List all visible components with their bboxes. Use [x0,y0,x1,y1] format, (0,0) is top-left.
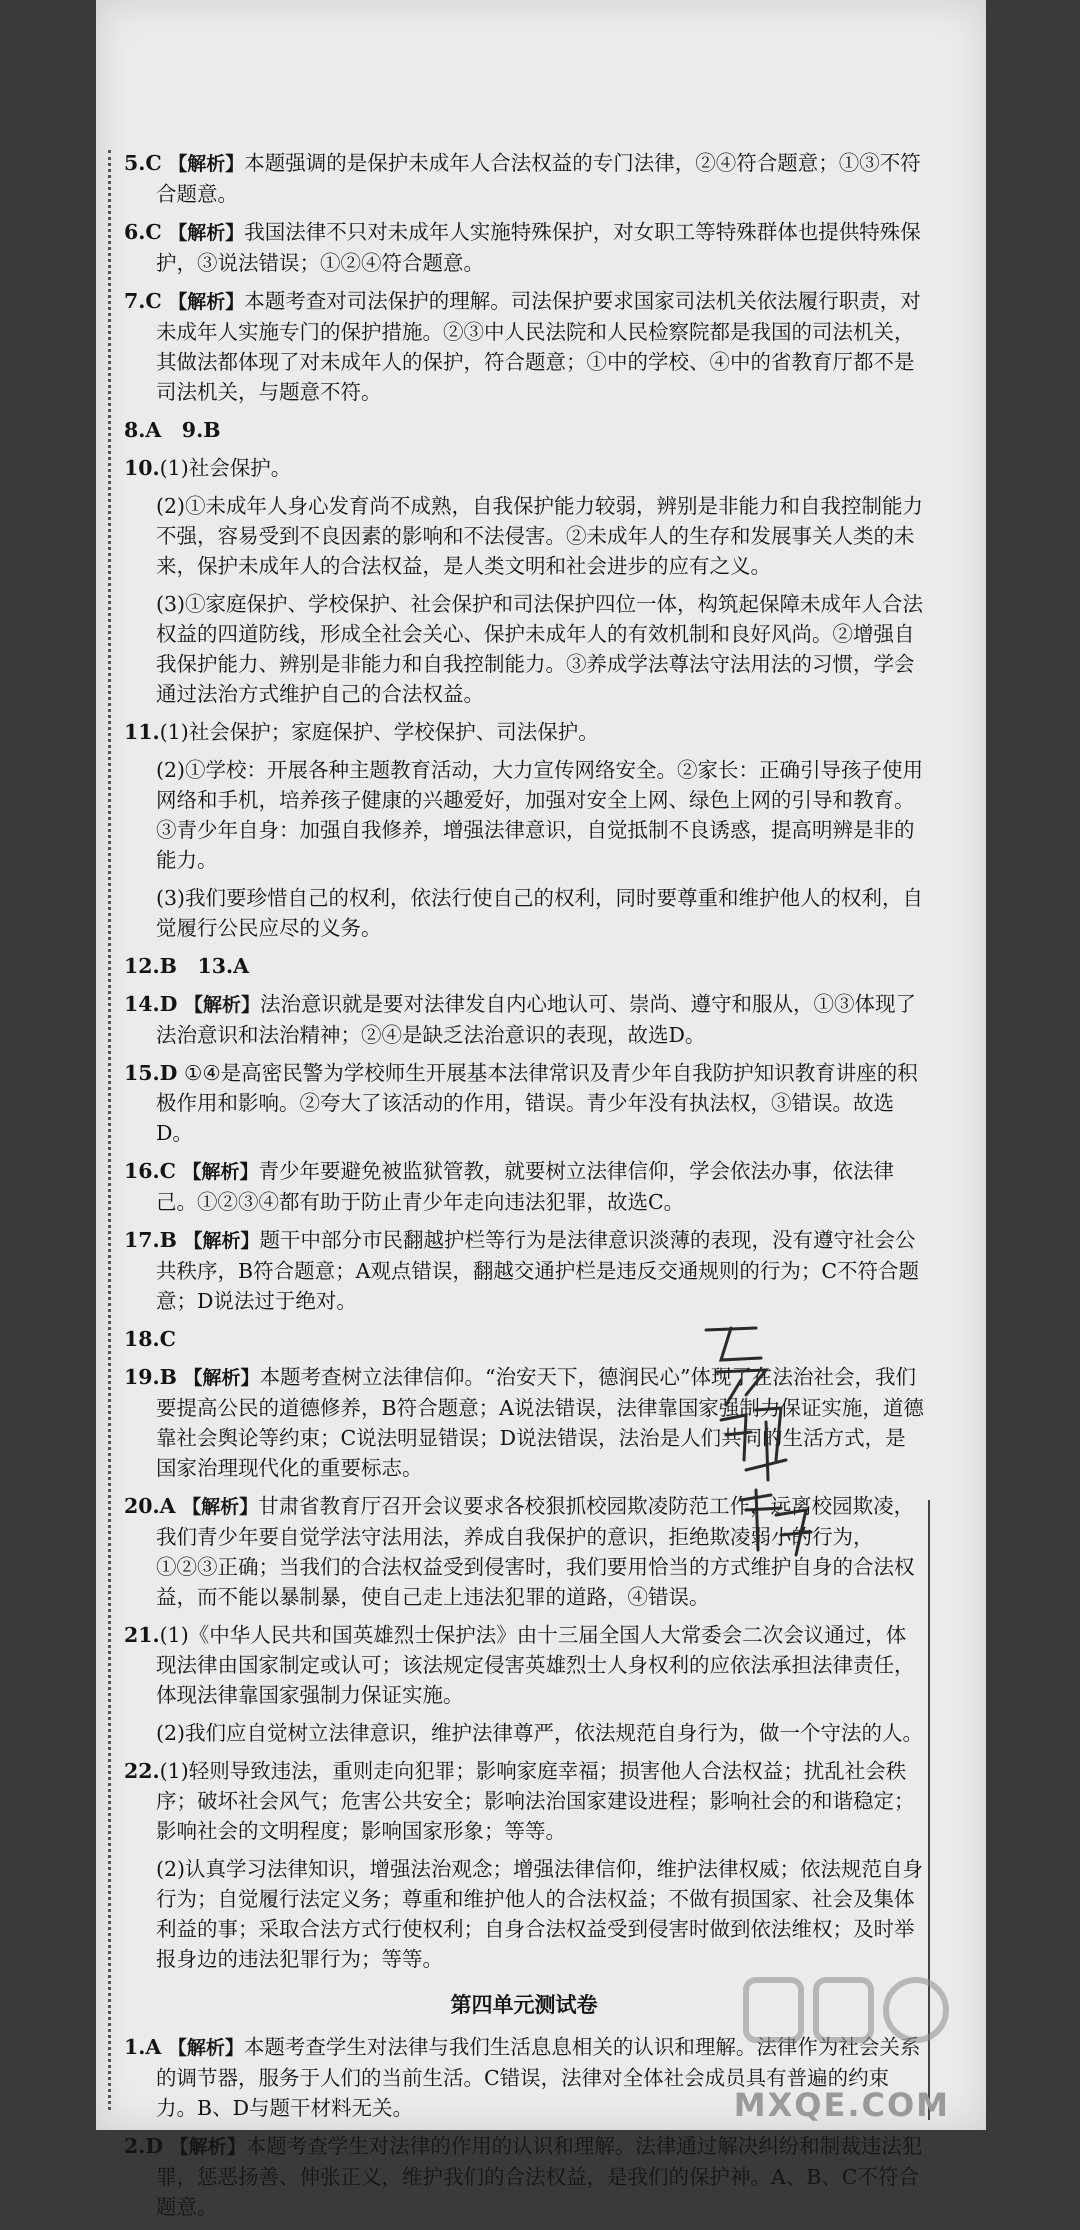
item-text: 题干中部分市民翻越护栏等行为是法律意识淡薄的表现，没有遵守社会公共秩序，B符合题意；A观点错误，翻越交通护栏是违反交通规则的行为；C不符合题意；D说法过于绝对。 [156,1228,920,1313]
margin-rule [928,1500,930,2120]
item-number: 1.A [124,2035,162,2059]
answer-item-7 [124,286,924,407]
item-text: 法治意识就是要对法律发自内心地认可、崇尚、遵守和服从，①③体现了法治意识和法治精神；②④是缺乏法治意识的表现，故选D。 [156,992,916,1047]
answer-item-21 [124,1620,924,1710]
item-number: 16.C [124,1159,176,1183]
analysis-tag: 【解析】 [168,291,245,313]
section-title: 第四单元测试卷 [450,1993,598,2017]
answer-item-22-parts [124,1854,924,1974]
item-text: 本题强调的是保护未成年人合法权益的专门法律，②④符合题意；①③不符合题意。 [156,151,921,206]
item-number: 8.A 9.B [124,418,221,442]
item-number: 14.D [124,992,178,1016]
item-number: 5.C [124,151,162,175]
analysis-tag: 【解析】 [183,994,260,1016]
item-text: 本题考查树立法律信仰。“治安天下，德润民心”体现了在法治社会，我们要提高公民的道德修养，B符合题意；A说法错误，法律靠国家强制力保证实施，道德靠社会舆论等约束；C说法明显错误；D说法错误，法治是人们共同的生活方式，是国家治理现代化的重要标志。 [156,1365,924,1480]
answer-item-15 [124,1058,924,1148]
item-text: (1)轻则导致违法，重则走向犯罪；影响家庭幸福；损害他人合法权益；扰乱社会秩序；破坏社会风气；危害公共安全；影响法治国家建设进程；影响社会的和谐稳定；影响社会的文明程度；影响国家形象；等等。 [156,1759,915,1843]
analysis-tag: 【解析】 [182,1496,259,1518]
item-text: (1)《中华人民共和国英雄烈士保护法》由十三届全国人大常委会二次会议通过，体现法律由国家制定或认可；该法规定侵害英雄烈士人身权利的应依法承担法律责任，体现法律靠国家强制力保证实施。 [156,1623,915,1707]
analysis-tag: 【解析】 [183,1230,260,1252]
item-number: 20.A [124,1494,176,1518]
answer-item-8-9 [124,415,924,445]
analysis-tag: 【解析】 [168,153,245,175]
item-number: 18.C [124,1327,176,1351]
sub-answer: (2)①学校：开展各种主题教育活动，大力宣传网络安全。②家长：正确引导孩子使用网络和手机，培养孩子健康的兴趣爱好，加强对安全上网、绿色上网的引导和教育。③青少年自身：加强自我修养，增强法律意识，自觉抵制不良诱惑，提高明辨是非的能力。 [156,758,924,872]
sub-answer: (2)认真学习法律知识，增强法治观念；增强法律信仰，维护法律权威；依法规范自身行为；自觉履行法定义务；尊重和维护他人的合法权益；不做有损国家、社会及集体利益的事；采取合法方式行使权利；自身合法权益受到侵害时做到依法维权；及时举报身边的违法犯罪行为；等等。 [156,1857,924,1971]
item-text: (1)社会保护；家庭保护、学校保护、司法保护。 [159,720,599,744]
item-number: 17.B [124,1228,177,1252]
answer-item-19 [124,1362,924,1483]
item-text: 本题考查学生对法律与我们生活息息相关的认识和理解。法律作为社会关系的调节器，服务于人们的当前生活。C错误，法律对全体社会成员具有普遍的约束力。B、D与题干材料无关。 [156,2035,921,2120]
analysis-tag: 【解析】 [183,1367,260,1389]
item-text: 我国法律不只对未成年人实施特殊保护，对女职工等特殊群体也提供特殊保护，③说法错误；①②④符合题意。 [156,220,921,275]
item-text: 青少年要避免被监狱管教，就要树立法律信仰，学会依法办事，依法律己。①②③④都有助于防止青少年走向违法犯罪，故选C。 [156,1159,895,1214]
answer-item-12-13 [124,951,924,981]
answer-item-11 [124,717,924,747]
watermark-text: MXQE.COM [733,2086,950,2124]
answer-item-10-parts [124,491,924,709]
sub-answer: (3)①家庭保护、学校保护、社会保护和司法保护四位一体，构筑起保障未成年人合法权益的四道防线，形成全社会关心、保护未成年人的有效机制和良好风尚。②增强自我保护能力、辨别是非能力和自我控制能力。③养成学法尊法守法用法的习惯，学会通过法治方式维护自己的合法权益。 [156,592,924,706]
answer-item-16 [124,1156,924,1217]
sub-answer: (3)我们要珍惜自己的权利，依法行使自己的权利，同时要尊重和维护他人的权利，自觉履行公民应尽的义务。 [156,886,924,940]
answer-item-22 [124,1756,924,1846]
item-number: 22. [124,1759,160,1783]
answer-item-17 [124,1225,924,1316]
item-number: 19.B [124,1365,177,1389]
item-number: 15.D [124,1061,178,1085]
binding-dotted-line [108,150,111,2110]
item-number: 11. [124,720,160,744]
item-number: 6.C [124,220,162,244]
item-text: 本题考查对司法保护的理解。司法保护要求国家司法机关依法履行职责，对未成年人实施专门的保护措施。②③中人民法院和人民检察院都是我国的司法机关，其做法都体现了对未成年人的保护，符合题意；①中的学校、④中的省教育厅都不是司法机关，与题意不符。 [156,289,921,404]
answer-item-14 [124,989,924,1050]
item-text: 本题考查学生对法律的作用的认识和理解。法律通过解决纠纷和制裁违法犯罪，惩恶扬善、伸张正义，维护我们的合法权益，是我们的保护神。A、B、C不符合题意。 [156,2134,923,2219]
item-number: 7.C [124,289,162,313]
item-text: (1)社会保护。 [159,456,292,480]
answer-item-11-parts [124,755,924,943]
sub-answer: (2)我们应自觉树立法律意识，维护法律尊严，依法规范自身行为，做一个守法的人。 [156,1721,924,1745]
answer-item-5 [124,148,924,209]
item-number: 10. [124,456,160,480]
answer-content [124,148,924,2230]
answer-item-10 [124,453,924,483]
answer-page [96,0,986,2219]
analysis-tag: 【解析】 [182,1161,259,1183]
answer-item-21-parts [124,1718,924,1748]
sub-answer: (2)①未成年人身心发育尚不成熟，自我保护能力较弱，辨别是非能力和自我控制能力不强，容易受到不良因素的影响和不法侵害。②未成年人的生存和发展事关人类的未来，保护未成年人的合法权益，是人类文明和社会进步的应有之义。 [156,494,924,578]
item-number: 12.B 13.A [124,954,250,978]
item-number: 2.D [124,2134,164,2158]
item-text: ①④是高密民警为学校师生开展基本法律常识及青少年自我防护知识教育讲座的积极作用和影响。②夸大了该活动的作用，错误。青少年没有执法权，③错误。故选D。 [156,1061,918,1145]
analysis-tag: 【解析】 [169,2136,246,2158]
analysis-tag: 【解析】 [168,222,245,244]
item-text: 甘肃省教育厅召开会议要求各校狠抓校园欺凌防范工作，远离校园欺凌，我们青少年要自觉学法守法用法，养成自我保护的意识，拒绝欺凌弱小的行为，①②③正确；当我们的合法权益受到侵害时，我们要用恰当的方式维护自身的合法权益，而不能以暴制暴，使自己走上违法犯罪的道路，④错误。 [156,1494,915,1609]
answer-item-18 [124,1324,924,1354]
analysis-tag: 【解析】 [167,2037,244,2059]
answer-item-20 [124,1491,924,1612]
unit4-item-2 [124,2131,924,2222]
item-number: 21. [124,1623,160,1647]
answer-item-6 [124,217,924,278]
